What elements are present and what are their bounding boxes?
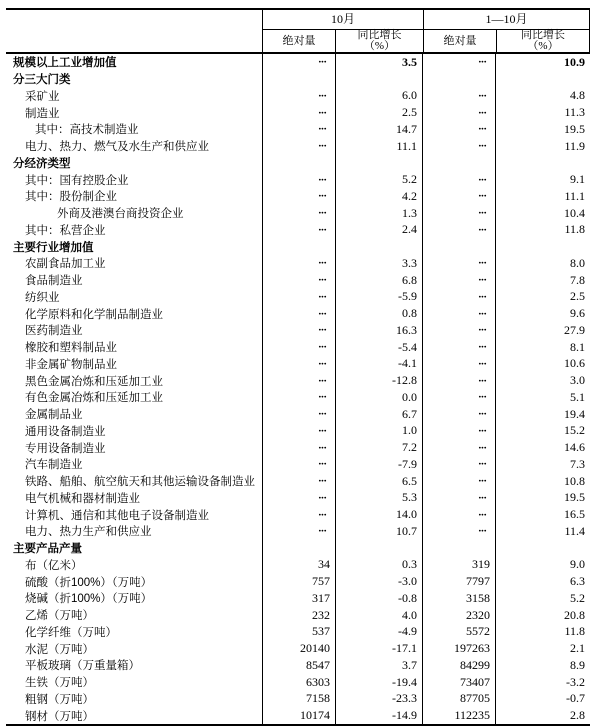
cell-yoy-jan-oct: 6.3: [570, 574, 585, 589]
cell-absolute-october: ···: [263, 389, 336, 406]
table-row: [6, 456, 590, 473]
yoy-growth-unit: （%）: [363, 40, 396, 52]
cell-yoy-october: -4.1: [336, 356, 423, 373]
cell-yoy-jan-oct: 8.9: [570, 657, 585, 672]
cell-absolute-october: 7158: [263, 691, 336, 708]
row-label: 电气机械和器材制造业: [6, 490, 263, 507]
cell-absolute-jan-oct: ···: [423, 188, 496, 205]
row-label: 化学原料和化学制品制造业: [6, 305, 263, 322]
cell-yoy-october: 10.7: [336, 523, 423, 540]
yoy-growth-label: 同比增长: [521, 29, 565, 41]
cell-yoy-october: -19.4: [336, 674, 423, 691]
cell-yoy-october: 3.3: [336, 255, 423, 272]
cell-yoy-jan-oct: 11.9: [564, 138, 585, 153]
row-label: 硫酸（折100%）（万吨）: [6, 573, 263, 590]
cell-yoy-jan-oct: 2.1: [570, 641, 585, 656]
cell-absolute-jan-oct: 112235: [423, 707, 496, 724]
cell-absolute-october: ···: [263, 305, 336, 322]
table-row: [6, 439, 590, 456]
cell-yoy-october: 6.8: [336, 272, 423, 289]
cell-yoy-october: 7.2: [336, 439, 423, 456]
cell-absolute-october: ···: [263, 222, 336, 239]
cell-absolute-october: ···: [263, 372, 336, 389]
cell-absolute-october: ···: [263, 506, 336, 523]
row-label: 平板玻璃（万重量箱）: [6, 657, 263, 674]
cell-yoy-october: 5.2: [336, 171, 423, 188]
cell-yoy-jan-oct: 8.0: [570, 255, 585, 270]
cell-yoy-october: 2.5: [336, 104, 423, 121]
cell-absolute-october: ···: [263, 439, 336, 456]
row-label: 其中：国有控股企业: [6, 171, 263, 188]
row-label: 主要行业增加值: [6, 238, 263, 255]
cell-absolute-october: 8547: [263, 657, 336, 674]
cell-absolute-jan-oct: [423, 71, 496, 88]
cell-absolute-october: [263, 71, 336, 88]
row-label: 电力、热力生产和供应业: [6, 523, 263, 540]
cell-absolute-jan-oct: [423, 155, 496, 172]
row-label: 其中：股份制企业: [6, 188, 263, 205]
cell-absolute-october: ···: [263, 272, 336, 289]
table-row: [6, 506, 590, 523]
cell-absolute-jan-oct: ···: [423, 389, 496, 406]
table-row: [6, 238, 590, 255]
row-label: 制造业: [6, 104, 263, 121]
cell-yoy-jan-oct: 11.8: [564, 222, 585, 237]
cell-absolute-october: ···: [263, 490, 336, 507]
row-label: 专用设备制造业: [6, 439, 263, 456]
yoy-growth-label: 同比增长: [357, 29, 402, 41]
header-group-october: [263, 10, 423, 52]
table-row: [6, 88, 590, 105]
cell-absolute-jan-oct: ···: [423, 205, 496, 222]
header-group-jan-oct: [423, 10, 589, 52]
row-label: 分三大门类: [6, 71, 263, 88]
cell-absolute-jan-oct: ···: [423, 289, 496, 306]
cell-yoy-october: 5.3: [336, 490, 423, 507]
table-body: [6, 54, 590, 724]
cell-absolute-jan-oct: 87705: [423, 691, 496, 708]
table-row: [6, 322, 590, 339]
table-row: [6, 640, 590, 657]
cell-absolute-october: ···: [263, 456, 336, 473]
cell-absolute-october: 20140: [263, 640, 336, 657]
cell-yoy-october: 3.7: [336, 657, 423, 674]
row-label: 计算机、通信和其他电子设备制造业: [6, 506, 263, 523]
row-label: 粗钢（万吨）: [6, 691, 263, 708]
cell-yoy-october: 0.0: [336, 389, 423, 406]
table-row: [6, 71, 590, 88]
cell-yoy-october: 6.7: [336, 406, 423, 423]
cell-absolute-october: ···: [263, 356, 336, 373]
cell-yoy-jan-oct: -0.7: [566, 691, 585, 706]
statistics-table: [6, 8, 590, 726]
cell-absolute-jan-oct: ···: [423, 372, 496, 389]
cell-absolute-jan-oct: 7797: [423, 573, 496, 590]
row-label: 农副食品加工业: [6, 255, 263, 272]
cell-yoy-jan-oct: 16.5: [564, 507, 585, 522]
cell-absolute-jan-oct: ···: [423, 104, 496, 121]
cell-yoy-october: [336, 71, 423, 88]
table-row: [6, 205, 590, 222]
cell-absolute-october: 6303: [263, 674, 336, 691]
cell-yoy-jan-oct: 11.1: [564, 188, 585, 203]
row-label: 金属制品业: [6, 406, 263, 423]
table-row: [6, 289, 590, 306]
row-label: 医药制造业: [6, 322, 263, 339]
cell-yoy-october: 14.0: [336, 506, 423, 523]
row-label: 外商及港澳台商投资企业: [6, 205, 263, 222]
table-header: [6, 10, 590, 54]
row-label: 电力、热力、燃气及水生产和供应业: [6, 138, 263, 155]
table-row: [6, 188, 590, 205]
cell-yoy-october: 2.4: [336, 222, 423, 239]
table-row: [6, 339, 590, 356]
cell-absolute-jan-oct: ···: [423, 490, 496, 507]
table-row: [6, 104, 590, 121]
cell-absolute-jan-oct: ···: [423, 339, 496, 356]
cell-absolute-october: ···: [263, 121, 336, 138]
cell-yoy-jan-oct: 9.0: [570, 557, 585, 572]
cell-yoy-jan-oct: -3.2: [566, 674, 585, 689]
cell-yoy-october: -12.8: [336, 372, 423, 389]
cell-absolute-october: ···: [263, 406, 336, 423]
cell-absolute-jan-oct: ···: [423, 88, 496, 105]
cell-yoy-jan-oct: 2.5: [570, 289, 585, 304]
table-row: [6, 222, 590, 239]
cell-yoy-october: 1.0: [336, 423, 423, 440]
cell-yoy-jan-oct: 15.2: [564, 423, 585, 438]
cell-yoy-jan-oct: [496, 238, 590, 255]
table-row: [6, 255, 590, 272]
cell-yoy-october: -5.4: [336, 339, 423, 356]
cell-yoy-jan-oct: 2.8: [570, 708, 585, 723]
cell-absolute-october: ···: [263, 339, 336, 356]
cell-yoy-october: 14.7: [336, 121, 423, 138]
cell-absolute-jan-oct: [423, 540, 496, 557]
cell-absolute-october: [263, 238, 336, 255]
cell-yoy-jan-oct: 19.4: [564, 406, 585, 421]
row-label: 乙烯（万吨）: [6, 607, 263, 624]
table-row: [6, 171, 590, 188]
cell-yoy-jan-oct: 5.2: [570, 590, 585, 605]
cell-absolute-jan-oct: ···: [423, 406, 496, 423]
cell-yoy-october: -14.9: [336, 707, 423, 724]
cell-absolute-jan-oct: ···: [423, 506, 496, 523]
cell-yoy-jan-oct: 8.1: [570, 339, 585, 354]
cell-yoy-jan-oct: 10.6: [564, 356, 585, 371]
cell-yoy-jan-oct: 11.4: [564, 523, 585, 538]
table-row: [6, 540, 590, 557]
row-label: 分经济类型: [6, 155, 263, 172]
row-label: 钢材（万吨）: [6, 707, 263, 724]
table-row: [6, 523, 590, 540]
cell-absolute-jan-oct: ···: [423, 456, 496, 473]
cell-absolute-jan-oct: 319: [423, 557, 496, 574]
cell-absolute-jan-oct: ···: [423, 222, 496, 239]
row-label: 化学纤维（万吨）: [6, 624, 263, 641]
cell-absolute-october: ···: [263, 104, 336, 121]
table-row: [6, 674, 590, 691]
cell-yoy-jan-oct: 11.8: [564, 624, 585, 639]
cell-yoy-october: 6.0: [336, 88, 423, 105]
absolute-value-label: 绝对量: [282, 34, 316, 47]
cell-absolute-october: 537: [263, 624, 336, 641]
cell-absolute-october: ···: [263, 523, 336, 540]
cell-absolute-october: 10174: [263, 707, 336, 724]
cell-yoy-jan-oct: 27.9: [564, 322, 585, 337]
cell-absolute-jan-oct: ···: [423, 439, 496, 456]
cell-absolute-october: 757: [263, 573, 336, 590]
cell-yoy-jan-oct: 4.8: [570, 88, 585, 103]
cell-absolute-jan-oct: ···: [423, 356, 496, 373]
cell-absolute-october: ···: [263, 322, 336, 339]
table-row: [6, 389, 590, 406]
table-row: [6, 372, 590, 389]
header-absolute-value-jan-oct: [424, 30, 497, 52]
cell-absolute-october: ···: [263, 205, 336, 222]
cell-yoy-jan-oct: 7.3: [570, 456, 585, 471]
header-indicator-column: [6, 10, 263, 52]
row-label: 主要产品产量: [6, 540, 263, 557]
cell-yoy-jan-oct: 19.5: [564, 121, 585, 136]
cell-absolute-october: ···: [263, 423, 336, 440]
row-label: 烧碱（折100%）（万吨）: [6, 590, 263, 607]
cell-absolute-jan-oct: 2320: [423, 607, 496, 624]
cell-yoy-jan-oct: 9.6: [570, 306, 585, 321]
cell-yoy-jan-oct: [496, 71, 590, 88]
absolute-value-label: 绝对量: [443, 34, 477, 47]
table-row: [6, 155, 590, 172]
cell-yoy-october: [336, 540, 423, 557]
table-row: [6, 490, 590, 507]
row-label: 食品制造业: [6, 272, 263, 289]
cell-yoy-october: 4.2: [336, 188, 423, 205]
cell-absolute-jan-oct: ···: [423, 121, 496, 138]
cell-yoy-jan-oct: 14.6: [564, 440, 585, 455]
cell-absolute-jan-oct: ···: [423, 272, 496, 289]
cell-absolute-october: [263, 155, 336, 172]
cell-absolute-october: 317: [263, 590, 336, 607]
cell-yoy-october: 1.3: [336, 205, 423, 222]
table-row: [6, 305, 590, 322]
cell-yoy-jan-oct: 5.1: [570, 389, 585, 404]
cell-absolute-jan-oct: 3158: [423, 590, 496, 607]
table-row: [6, 657, 590, 674]
cell-absolute-october: 34: [263, 557, 336, 574]
cell-absolute-jan-oct: 84299: [423, 657, 496, 674]
row-label: 采矿业: [6, 88, 263, 105]
cell-yoy-october: -0.8: [336, 590, 423, 607]
cell-yoy-jan-oct: 19.5: [564, 490, 585, 505]
table-row: [6, 138, 590, 155]
cell-yoy-october: 11.1: [336, 138, 423, 155]
cell-absolute-october: ···: [263, 88, 336, 105]
row-label: 通用设备制造业: [6, 423, 263, 440]
cell-yoy-jan-oct: 9.1: [570, 172, 585, 187]
table-row: [6, 590, 590, 607]
cell-absolute-jan-oct: ···: [423, 423, 496, 440]
row-label: 生铁（万吨）: [6, 674, 263, 691]
cell-absolute-jan-oct: ···: [423, 473, 496, 490]
cell-yoy-jan-oct: 10.9: [564, 54, 585, 69]
cell-absolute-october: ···: [263, 138, 336, 155]
table-row: [6, 573, 590, 590]
cell-absolute-october: ···: [263, 255, 336, 272]
table-row: [6, 121, 590, 138]
cell-yoy-jan-oct: 11.3: [564, 105, 585, 120]
cell-yoy-october: 3.5: [336, 54, 423, 71]
cell-absolute-october: ···: [263, 473, 336, 490]
cell-absolute-jan-oct: ···: [423, 138, 496, 155]
cell-yoy-october: 6.5: [336, 473, 423, 490]
table-row: [6, 423, 590, 440]
cell-yoy-october: -7.9: [336, 456, 423, 473]
row-label: 有色金属冶炼和压延加工业: [6, 389, 263, 406]
cell-yoy-october: -17.1: [336, 640, 423, 657]
row-label: 黑色金属冶炼和压延加工业: [6, 372, 263, 389]
cell-absolute-jan-oct: ···: [423, 171, 496, 188]
row-label: 非金属矿物制品业: [6, 356, 263, 373]
table-row: [6, 691, 590, 708]
cell-yoy-jan-oct: 10.8: [564, 473, 585, 488]
row-label: 纺织业: [6, 289, 263, 306]
cell-yoy-jan-oct: 20.8: [564, 607, 585, 622]
cell-yoy-october: [336, 155, 423, 172]
cell-yoy-jan-oct: 7.8: [570, 272, 585, 287]
cell-absolute-jan-oct: 197263: [423, 640, 496, 657]
row-label: 汽车制造业: [6, 456, 263, 473]
table-row: [6, 54, 590, 71]
table-row: [6, 557, 590, 574]
cell-yoy-october: -3.0: [336, 573, 423, 590]
row-label: 规模以上工业增加值: [6, 54, 263, 71]
table-row: [6, 624, 590, 641]
table-row: [6, 406, 590, 423]
cell-yoy-october: -5.9: [336, 289, 423, 306]
cell-yoy-jan-oct: [496, 540, 590, 557]
yoy-growth-unit: （%）: [527, 40, 559, 52]
cell-yoy-october: 16.3: [336, 322, 423, 339]
cell-yoy-october: 4.0: [336, 607, 423, 624]
cell-absolute-jan-oct: 73407: [423, 674, 496, 691]
cell-absolute-october: ···: [263, 289, 336, 306]
header-yoy-growth-jan-oct: [497, 30, 589, 52]
cell-absolute-october: ···: [263, 188, 336, 205]
cell-yoy-jan-oct: 10.4: [564, 205, 585, 220]
cell-absolute-october: [263, 540, 336, 557]
cell-absolute-jan-oct: ···: [423, 305, 496, 322]
cell-absolute-jan-oct: ···: [423, 523, 496, 540]
cell-absolute-jan-oct: ···: [423, 255, 496, 272]
cell-absolute-october: ···: [263, 171, 336, 188]
cell-absolute-october: ···: [263, 54, 336, 71]
header-absolute-value-october: [263, 30, 336, 52]
cell-absolute-jan-oct: [423, 238, 496, 255]
table-row: [6, 607, 590, 624]
header-group-jan-oct-label: 1—10月: [424, 10, 589, 30]
table-row: [6, 272, 590, 289]
table-row: [6, 707, 590, 724]
row-label: 水泥（万吨）: [6, 640, 263, 657]
cell-yoy-october: [336, 238, 423, 255]
cell-absolute-jan-oct: ···: [423, 54, 496, 71]
cell-yoy-jan-oct: [496, 155, 590, 172]
cell-yoy-october: -23.3: [336, 691, 423, 708]
table-row: [6, 473, 590, 490]
cell-absolute-jan-oct: ···: [423, 322, 496, 339]
row-label: 其中：高技术制造业: [6, 121, 263, 138]
cell-yoy-october: 0.3: [336, 557, 423, 574]
row-label: 橡胶和塑料制品业: [6, 339, 263, 356]
cell-yoy-jan-oct: 3.0: [570, 373, 585, 388]
row-label: 其中：私营企业: [6, 222, 263, 239]
cell-yoy-october: -4.9: [336, 624, 423, 641]
row-label: 布（亿米）: [6, 557, 263, 574]
header-yoy-growth-october: [336, 30, 423, 52]
table-row: [6, 356, 590, 373]
cell-absolute-jan-oct: 5572: [423, 624, 496, 641]
row-label: 铁路、船舶、航空航天和其他运输设备制造业: [6, 473, 263, 490]
header-group-october-label: 10月: [263, 10, 423, 30]
cell-absolute-october: 232: [263, 607, 336, 624]
cell-yoy-october: 0.8: [336, 305, 423, 322]
